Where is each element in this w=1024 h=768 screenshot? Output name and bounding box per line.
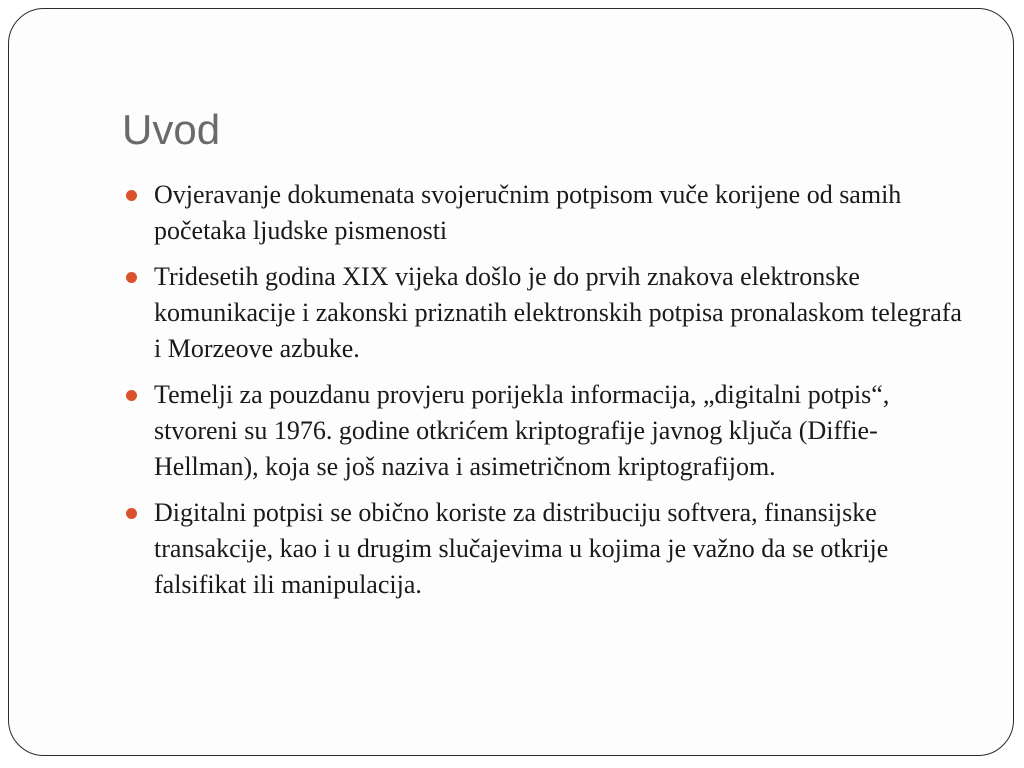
bullet-text: Digitalni potpisi se obično koriste za distribuciju softvera, finansijske transakcije, kao i u drugim slučajevima u kojima je važno da se otkrije falsifikat ili manipulacija. <box>154 498 889 599</box>
bullet-dot-icon <box>126 272 137 283</box>
bullet-item <box>122 377 962 485</box>
bullet-text: Ovjeravanje dokumenata svojeručnim potpisom vuče korijene od samih početaka ljudske pismenosti <box>154 180 902 245</box>
slide-title: Uvod <box>122 106 221 153</box>
slide <box>8 8 1014 756</box>
bullet-dot-icon <box>126 508 137 519</box>
bullet-list <box>122 177 962 613</box>
bullet-text: Temelji za pouzdanu provjeru porijekla informacija, „digitalni potpis“, stvoreni su 1976. godine otkrićem kriptografije javnog ključa (Diffie-Hellman), koja se još naziva i asimetričnom kriptografijom. <box>154 380 890 481</box>
bullet-item <box>122 177 962 249</box>
bullet-item <box>122 495 962 603</box>
bullet-dot-icon <box>126 190 137 201</box>
bullet-text: Tridesetih godina XIX vijeka došlo je do prvih znakova elektronske komunikacije i zakonski priznatih elektronskih potpisa pronalaskom telegrafa i Morzeove azbuke. <box>154 262 962 363</box>
bullet-item <box>122 259 962 367</box>
bullet-dot-icon <box>126 390 137 401</box>
